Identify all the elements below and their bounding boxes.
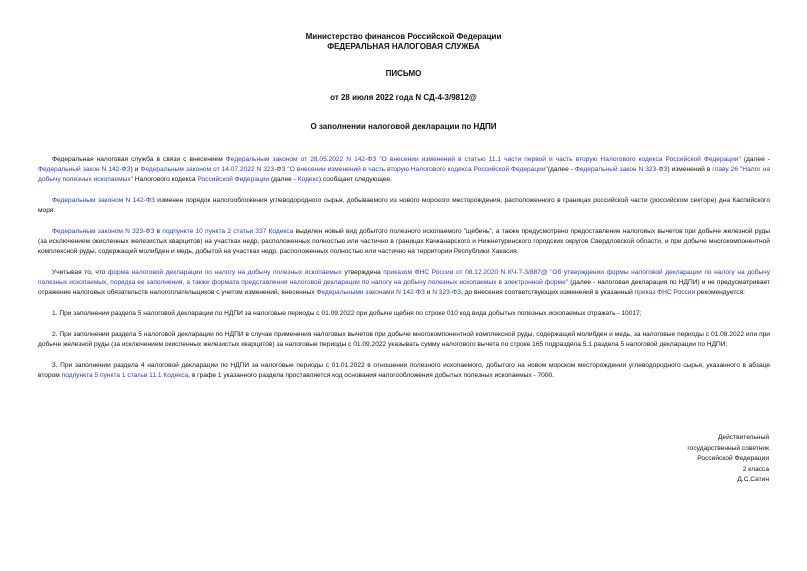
text: (далее -	[740, 156, 770, 163]
paragraph-intro	[38, 155, 770, 185]
text: 2. При заполнении раздела 5 налоговой декларации по НДПИ в случае применения налоговых вычетов при добыче многокомпонентной комплексной руды, содержащей молибден и медь, за налоговые периоды с 01.08.2022 или при добыче железной руды (за исключением окисленных железистых кварцитов) за налоговые периоды с 01.09.2022 указывать сумму налогового вычета по строке 165 подраздела 5.1 раздела 5 налоговой декларации по НДПИ;	[38, 331, 770, 348]
text: (далее -	[269, 176, 298, 183]
text: рекомендуется:	[695, 289, 745, 296]
text: (далее - налоговая декларация по НДПИ) и не предусматривает отражение налоговых обязательств налогоплательщиков с учетом изменений, внесенных	[38, 279, 770, 296]
link-fns-order[interactable]: приказом ФНС России от 08.12.2020 N КЧ-7-3/887@ "Об утверждении формы налоговой декларации по налогу на добычу полезных ископаемых, порядка ее заполнения, а также формата представления налоговой декларации по налогу на добычу полезных ископаемых в электронной форме"	[38, 269, 770, 286]
link-federal-law-142-short[interactable]: Федеральный закон N 142-ФЗ	[38, 166, 131, 173]
link-law-323[interactable]: N 323-ФЗ	[432, 289, 462, 296]
document-date-number: от 28 июля 2022 года N СД-4-3/9812@	[330, 93, 477, 102]
link-declaration-form[interactable]: форма налоговой декларации по налогу на добычу полезных ископаемых	[107, 269, 342, 276]
paragraph-item-3	[38, 361, 770, 381]
link-federal-law-323-ref[interactable]: Федеральным законом N 323-ФЗ	[52, 228, 155, 235]
signature-rank-line-4: 2 класса	[742, 465, 769, 473]
text: ) изменений в	[667, 166, 713, 173]
signature-rank-line-3: Российской Федерации	[697, 455, 769, 462]
link-federal-law-142-ref[interactable]: Федеральным законом N 142-ФЗ	[52, 197, 155, 204]
ministry-name: Министерство финансов Российской Федерации	[305, 32, 502, 41]
link-fns-order-short[interactable]: приказ ФНС России	[634, 289, 696, 296]
text: в	[154, 228, 163, 235]
signature-block	[687, 433, 769, 486]
text: ) сообщает следующее.	[318, 176, 393, 183]
signature-rank-line-2: государственный советник	[687, 444, 769, 452]
link-federal-law-323[interactable]: Федеральным законом от 14.07.2022 N 323-ФЗ "О внесении изменений в часть вторую Налогового кодекса Российской Федерации"	[140, 166, 548, 173]
link-chapter-26[interactable]: главу 26 "Налог на добычу полезных ископаемых"	[38, 166, 771, 183]
text: , в графе 1 указанного раздела проставляется код основания налогообложения добытых полезных ископаемых - 7000.	[188, 372, 555, 379]
text: (далее -	[547, 166, 575, 173]
text: изменен порядок налогообложения углеводородного сырья, добываемого из нового морского месторождения, расположенного в границах российской части (российском секторе) дна Каспийского моря.	[38, 197, 770, 214]
text: 3. При заполнении раздела 4 налоговой декларации по НДПИ за налоговые периоды с 01.01.2022 в отношении полезного ископаемого, добытого на новом морском месторождении углеводородного сырья, указанного в абзаце втором	[38, 362, 770, 379]
paragraph-law-323	[38, 227, 770, 257]
document-subject: О заполнении налоговой декларации по НДПИ	[310, 122, 497, 131]
text: и	[424, 289, 433, 296]
link-federal-laws-142[interactable]: Федеральными законами N 142-ФЗ	[316, 289, 425, 296]
text: 1. При заполнении раздела 5 налоговой декларации по НДПИ за налоговые периоды с 01.09.2022 при добыче щебня по строке 010 код вида добытых полезных ископаемых отражать - 10017;	[52, 310, 642, 317]
text: утверждена	[341, 269, 384, 276]
link-code[interactable]: Кодекс	[297, 176, 319, 183]
paragraph-recommendation	[38, 268, 770, 298]
paragraph-item-1	[38, 309, 770, 319]
link-article-11-1[interactable]: подпункта 5 пункта 1 статьи 11.1	[61, 372, 162, 379]
text: ) и	[130, 166, 141, 173]
link-code-ref[interactable]: Кодекса	[268, 228, 294, 235]
link-federal-law-142[interactable]: Федеральным законом от 28.05.2022 N 142-ФЗ "О внесении изменений в статью 11.1 части первой и часть вторую Налогового кодекса Российской Федерации"	[225, 156, 741, 163]
document-body	[38, 155, 770, 391]
link-russian-federation[interactable]: Российской Федерации	[197, 176, 270, 183]
signatory-name: Д.С.Сатин	[737, 476, 769, 483]
document-type: ПИСЬМО	[385, 69, 422, 78]
paragraph-item-2	[38, 330, 770, 350]
text: выделен новый вид добытого полезного ископаемого "щебень", а также предусмотрено предоставление налоговых вычетов при добыче железной руды (за исключением окисленных железистых кварцитов) на участках недр, расположенных полностью или частично в границах Качканарского и Нижнетуринского городских округов Свердловской области, и при добыче многокомпонентной комплексной руды, содержащей молибден и медь, добытой на участках недр, расположенных полностью или частично на территории Республики Хакасия.	[38, 228, 770, 255]
link-code-item3[interactable]: Кодекса	[163, 372, 189, 379]
link-federal-law-323-short[interactable]: Федеральный закон N 323-ФЗ	[574, 166, 668, 173]
text: Учитывая то, что	[52, 269, 108, 276]
link-article-337[interactable]: подпункте 10 пункта 2 статьи 337	[162, 228, 267, 235]
text: Федеральная налоговая служба в связи с внесением	[52, 156, 226, 163]
text: , до внесения соответствующих изменений в указанный	[461, 289, 635, 296]
service-name: ФЕДЕРАЛЬНАЯ НАЛОГОВАЯ СЛУЖБА	[327, 42, 480, 51]
signature-rank-line-1: Действительный	[717, 434, 769, 441]
document-header	[0, 32, 807, 132]
text: Налогового кодекса	[133, 176, 198, 183]
paragraph-law-142	[38, 196, 770, 216]
